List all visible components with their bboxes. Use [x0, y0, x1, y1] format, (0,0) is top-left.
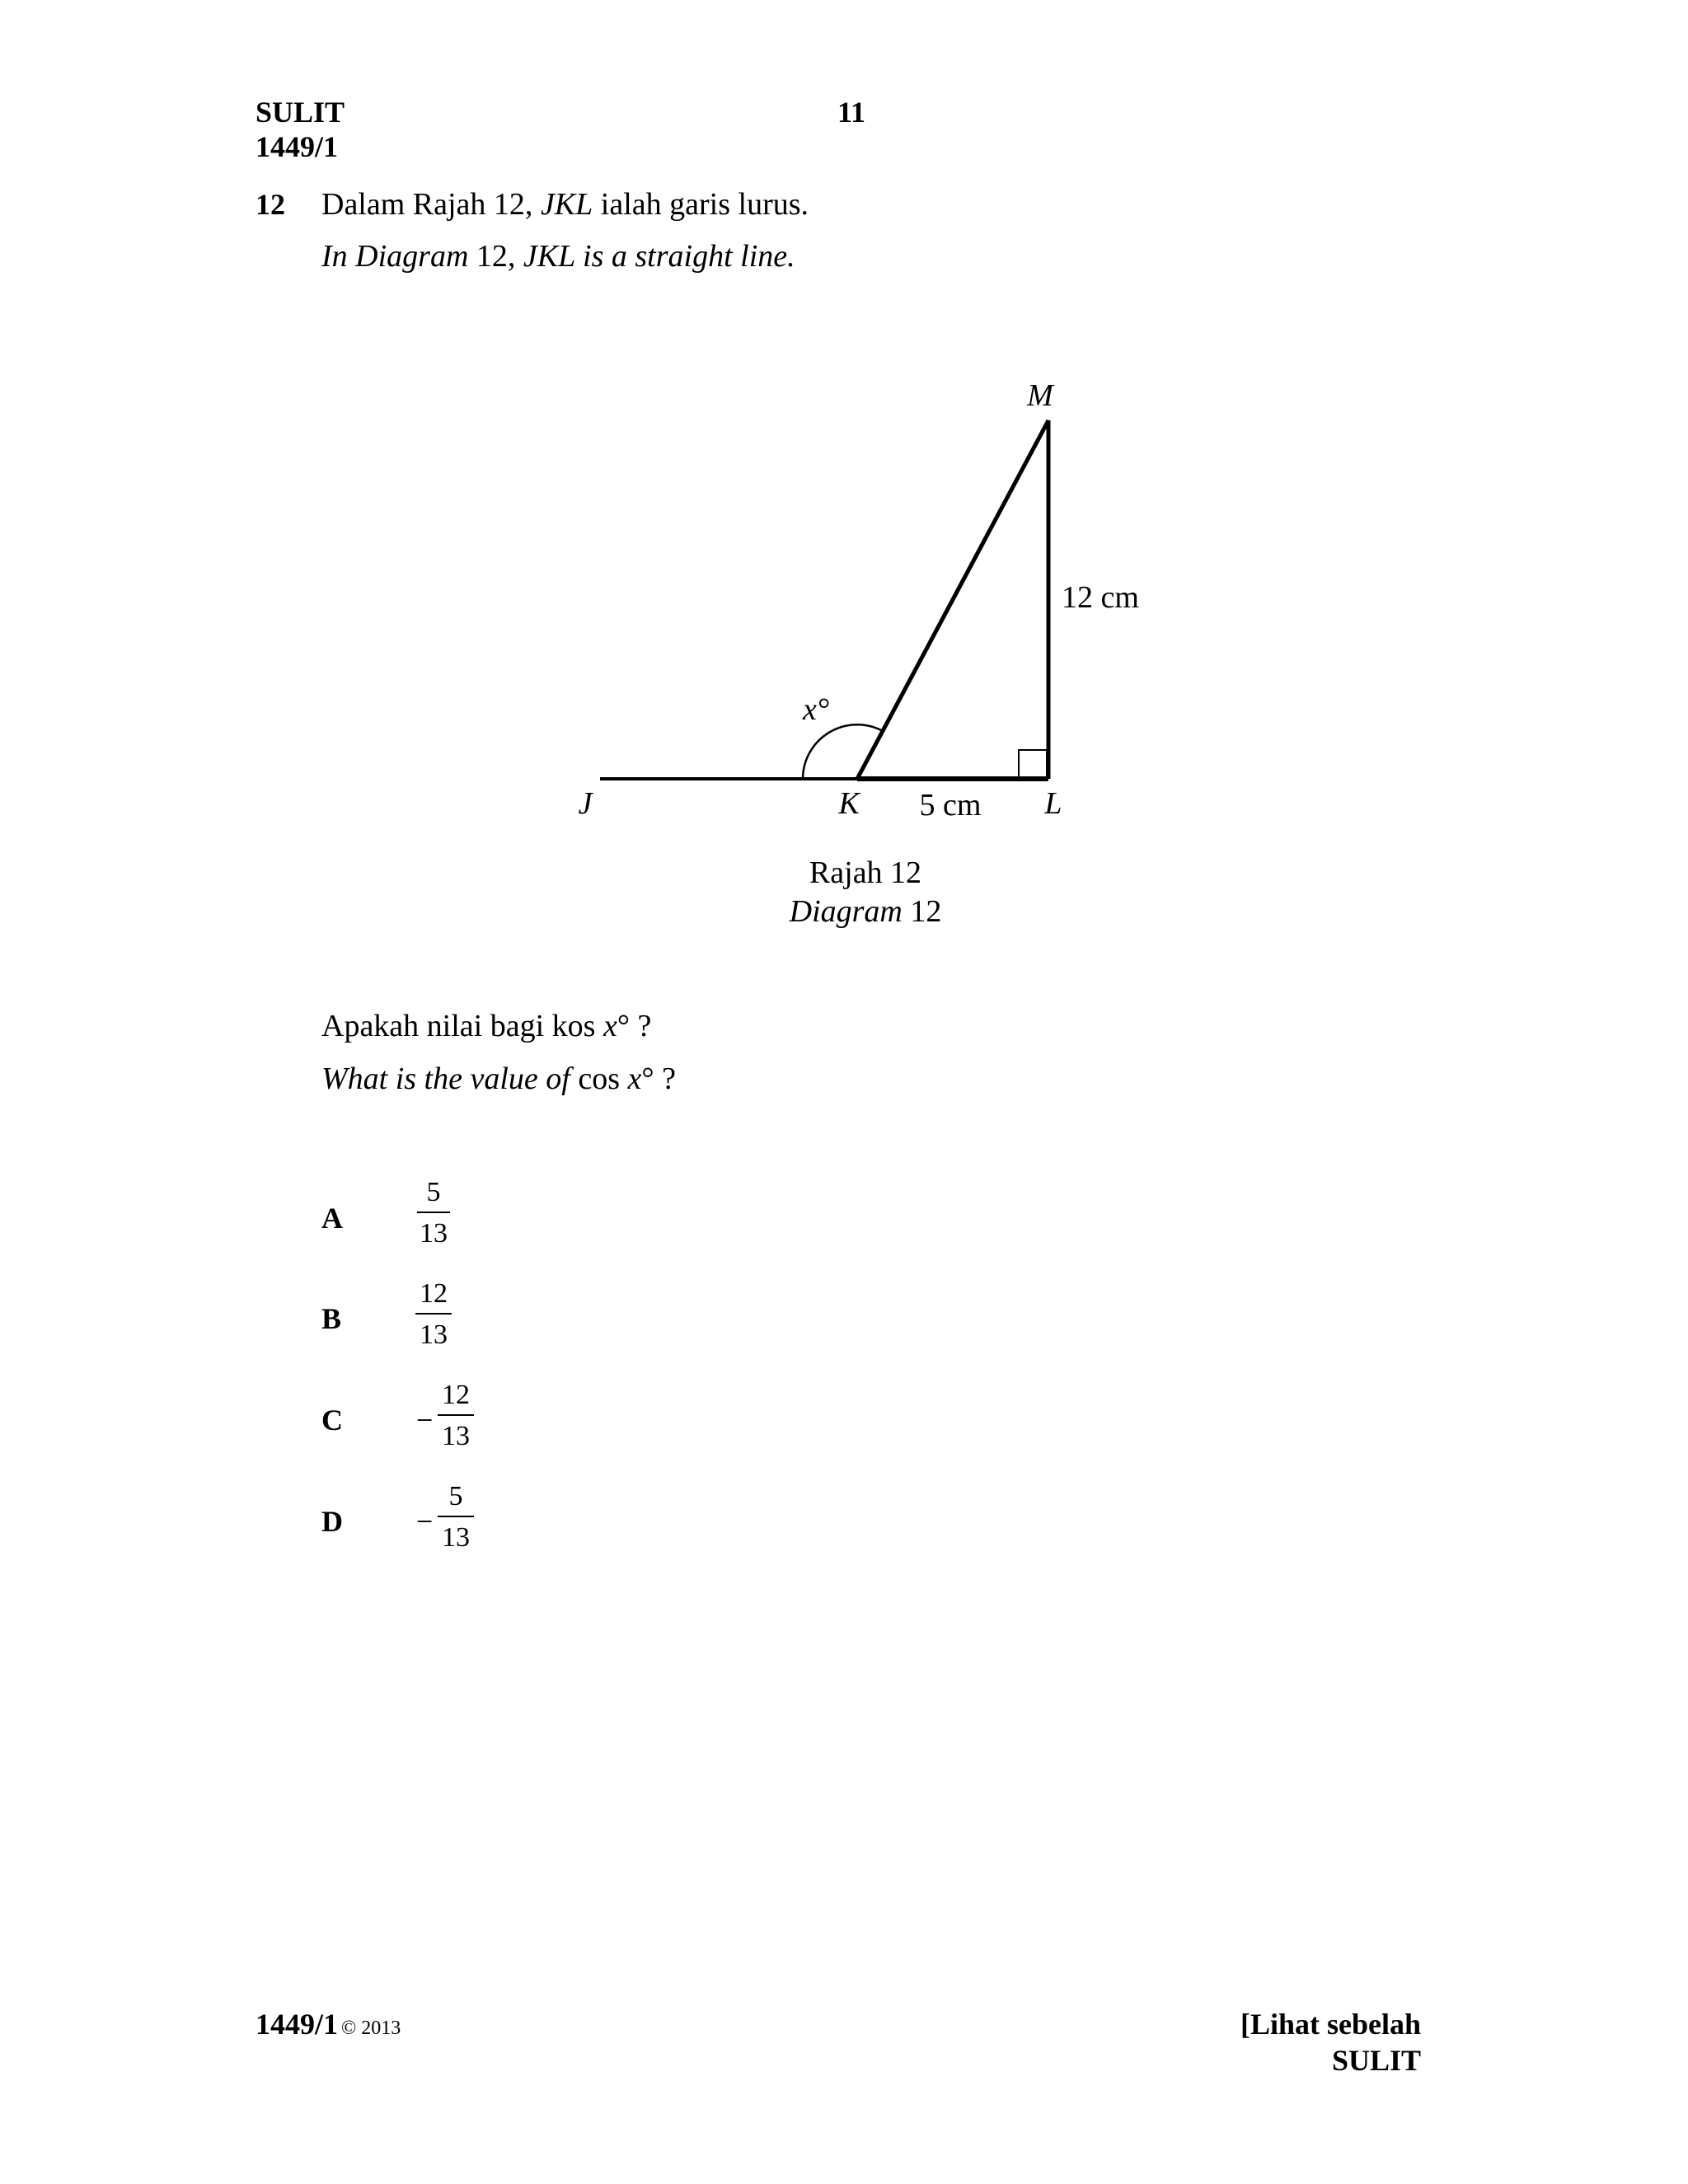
option-fraction: 5 13 — [417, 1179, 450, 1248]
label-l: L — [1044, 786, 1062, 821]
label-angle-x: x° — [802, 692, 830, 727]
label-kl-length: 5 cm — [919, 788, 982, 823]
option-letter: D — [321, 1505, 343, 1538]
page-number: 11 — [837, 96, 866, 129]
option-fraction: 12 13 — [415, 1280, 452, 1349]
right-angle-marker — [1019, 750, 1047, 777]
label-k: K — [838, 786, 860, 821]
footer-left — [256, 2009, 401, 2039]
header-sulit: SULIT — [256, 96, 345, 129]
minus-sign: − — [416, 1505, 434, 1538]
footer-see-next-page: [Lihat sebelah — [1240, 2008, 1421, 2041]
question-stem-malay: Dalam Rajah 12, JKL ialah garis lurus. — [321, 187, 809, 222]
label-ml-length: 12 cm — [1062, 580, 1139, 615]
header-paper-code: 1449/1 — [256, 130, 339, 163]
option-letter: C — [321, 1404, 343, 1436]
label-m: M — [1027, 378, 1053, 413]
option-letter: B — [321, 1302, 342, 1335]
option-fraction: 12 13 — [438, 1381, 474, 1451]
prompt-malay: Apakah nilai bagi kos x° ? — [321, 1009, 652, 1043]
question-number: 12 — [256, 188, 285, 221]
footer-paper-code: 1449/1 — [256, 2008, 339, 2041]
option-fraction: 5 13 — [438, 1483, 474, 1552]
option-letter: A — [321, 1202, 343, 1235]
question-stem-english: In Diagram 12, JKL is a straight line. — [321, 239, 795, 274]
diagram-caption-english: Diagram 12 — [789, 894, 942, 929]
prompt-english: What is the value of cos x° ? — [321, 1062, 676, 1096]
minus-sign: − — [416, 1404, 434, 1436]
footer-sulit: SULIT — [1331, 2044, 1421, 2077]
line-km — [857, 420, 1048, 779]
label-j: J — [578, 786, 593, 821]
diagram-caption-malay: Rajah 12 — [809, 855, 922, 890]
footer-copyright: © 2013 — [341, 2018, 401, 2039]
